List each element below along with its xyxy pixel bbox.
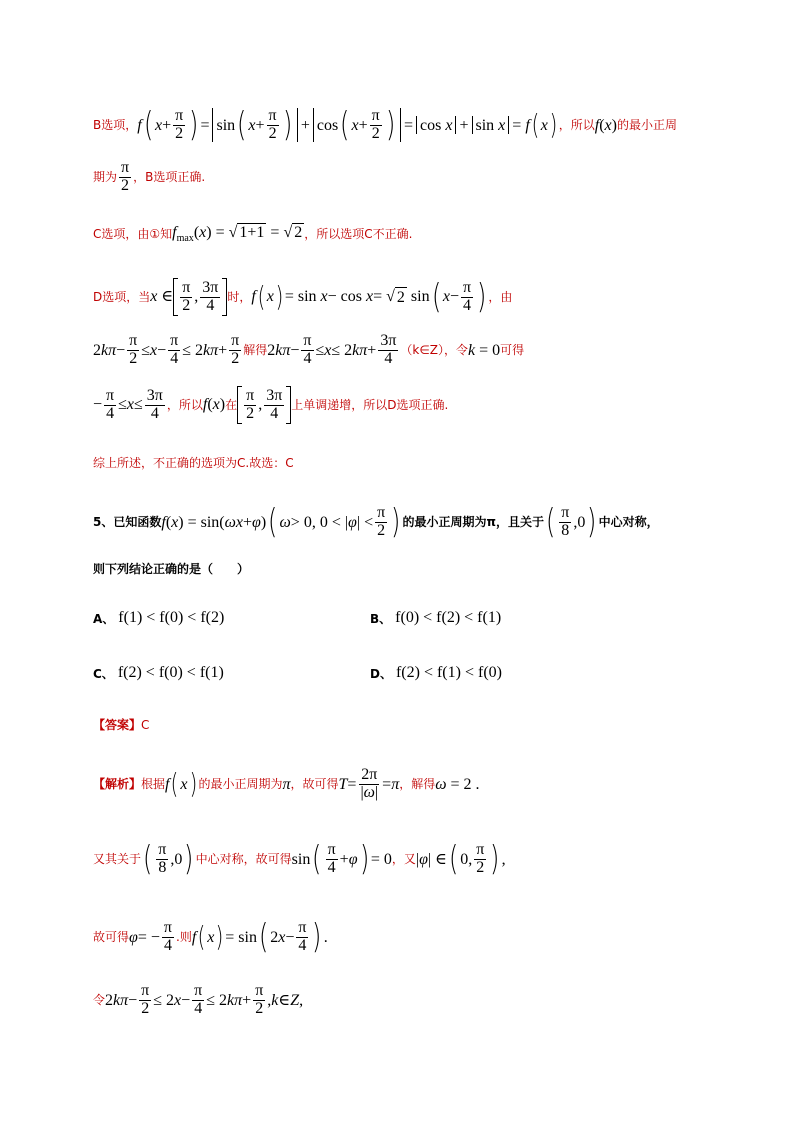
formula-b: f ( x + $\frac{\pi}{2}$ ) = sin ( x + $\frac{\pi}{2}$ ) + cos ( x + $\frac{\pi}{2}$ ) = cos x + sin x = f ( x ): [137, 105, 558, 146]
option-d-inequality-line: 2 kπ − $\frac{\pi}{2}$ ≤ x − $\frac{\pi}{4}$ ≤ 2 kπ + $\frac{\pi}{2}$ 解得 2 kπ − $\frac{\pi}{4}$ ≤ x ≤ 2 kπ + $\frac{3\pi}{4}$ （k∈Z），令 k = 0 可得: [93, 332, 525, 367]
option-c: C、 f(2) < f(0) < f(1): [93, 664, 224, 681]
answer-line: 【答案】 C: [93, 718, 150, 732]
question-5-line: 5、已知函数 f ( x ) = sin( ωx + φ ) ( ω > 0, 0 < | φ | < $\frac{\pi}{2}$ ) 的最小正周期为π，且关于 ( $\frac{\pi}{8}$ ,0 ) 中心对称，: [93, 502, 659, 543]
summary-line: 综上所述，不正确的选项为C.故选：C: [93, 456, 294, 470]
analysis-line-4: 令 2 kπ − $\frac{\pi}{2}$ ≤ 2 x − $\frac{\pi}{4}$ ≤ 2 kπ + $\frac{\pi}{2}$ , k ∈ Z ,: [93, 982, 304, 1017]
option-b-analysis-line: B选项， f ( x + $\frac{\pi}{2}$ ) = sin ( x + $\frac{\pi}{2}$ ) + cos ( x + $\frac{\pi}{2}$ ) = cos x + sin x = f ( x ) ，所以 f(x) 的最小正周: [93, 105, 677, 146]
option-d: D、 f(2) < f(1) < f(0): [370, 664, 502, 681]
option-c-analysis-line: C选项，由①知 $f_{max}(x)$ = √ 1+1 = √ 2 ，所以选项C不正确.: [93, 224, 413, 245]
option-d-analysis-line: D选项，当 x ∈ $\frac{\pi}{2}$ , $\frac{3\pi}{4}$ 时， f ( x ) = sin x − cos x = √ 2 sin ( x − $\frac{\pi}{4}$ ) ，由: [93, 277, 513, 317]
option-b: B、 f(0) < f(2) < f(1): [370, 609, 502, 626]
question-5-prompt-line: 则下列结论正确的是（ ）: [93, 562, 250, 576]
analysis-line-3: 故可得 φ = − $\frac{\pi}{4}$ .则 f ( x ) = sin ( 2 x − $\frac{\pi}{4}$ ) .: [93, 917, 328, 958]
analysis-line-1: 【解析】 根据 f ( x ) 的最小正周期为 π ，故可得 T = $\frac{2\pi}{|\omega|}$ = π ，解得 ω = 2 .: [93, 766, 480, 801]
option-b-period-line: 期为 $\frac{\pi}{2}$ ，B选项正确.: [93, 159, 206, 194]
option-a: A、 f(1) < f(0) < f(2): [93, 609, 225, 626]
option-d-conclusion-line: − $\frac{\pi}{4}$ ≤ x ≤ $\frac{3\pi}{4}$ ，所以 f(x) 在 $\frac{\pi}{2}$ , $\frac{3\pi}{4}$ 上单调递增，所以D选项正确.: [93, 386, 733, 424]
analysis-line-2: 又其关于 ( $\frac{\pi}{8}$ ,0 ) 中心对称，故可得 sin ( $\frac{\pi}{4}$ + φ ) = 0 ，又 | φ | ∈ ( 0, $\frac{\pi}{2}$ ) ,: [93, 839, 506, 880]
